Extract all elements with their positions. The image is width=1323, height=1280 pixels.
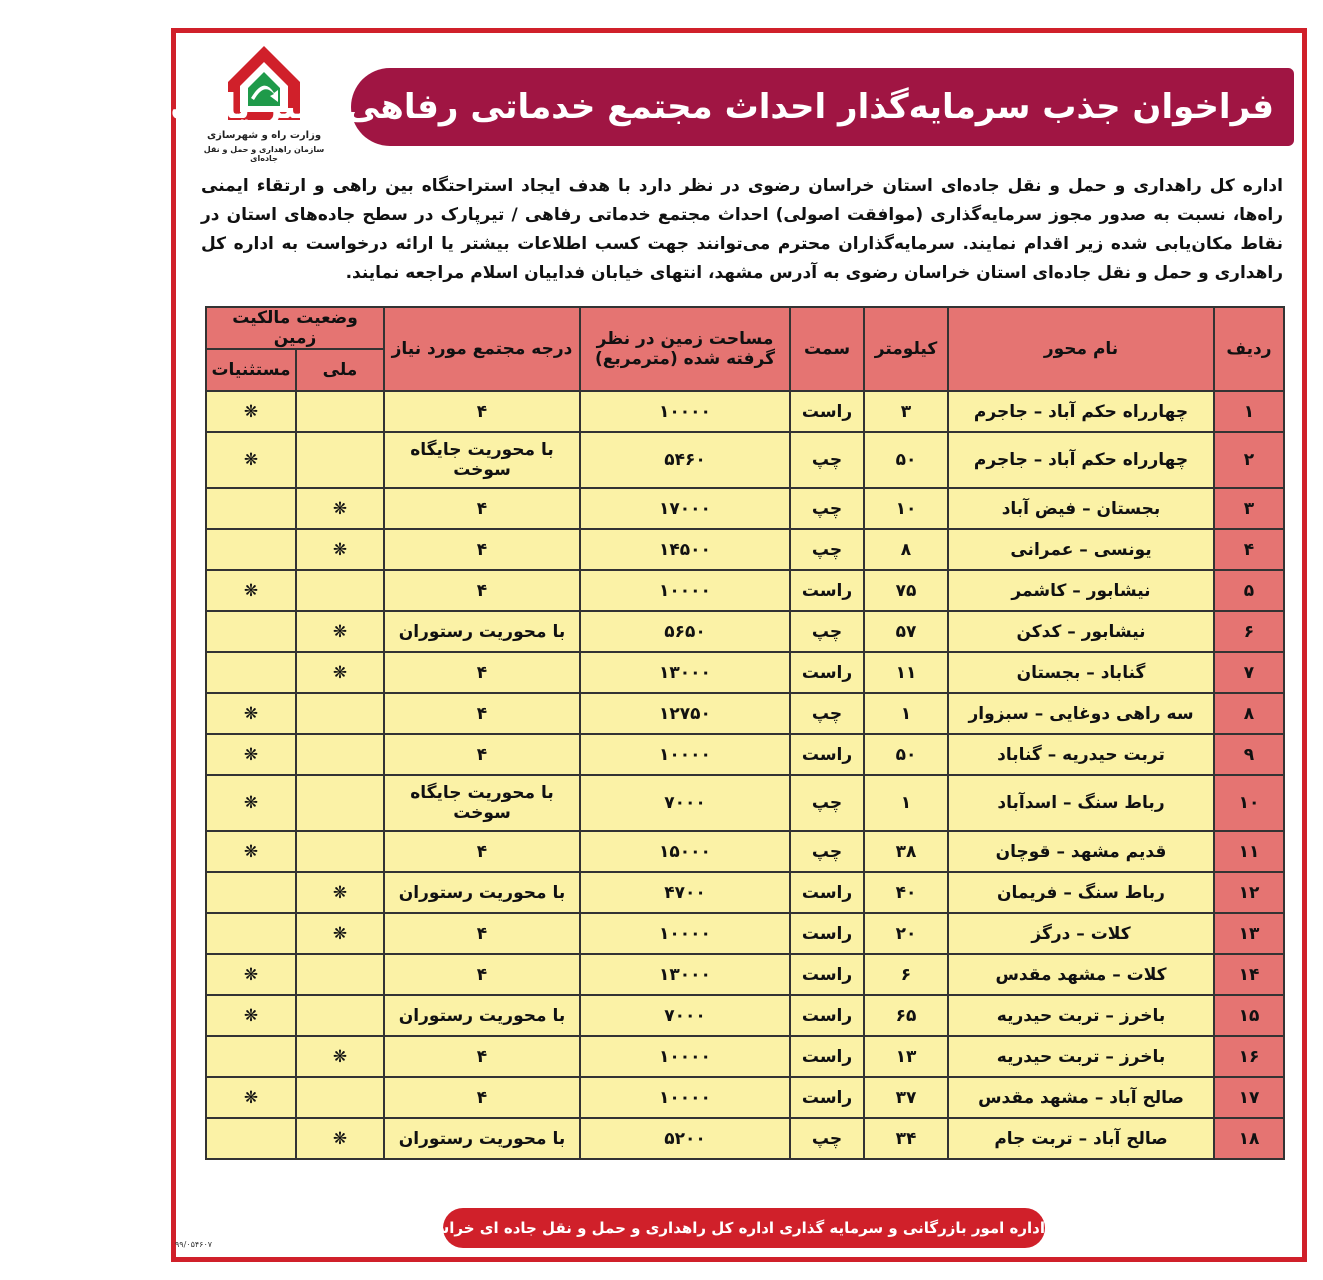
cell-land-area: ۵۴۶۰ [580, 432, 790, 488]
cell-national-mark: ❋ [296, 488, 384, 529]
cell-exempt-mark [206, 488, 296, 529]
cell-row-number: ۱۲ [1214, 872, 1284, 913]
cell-exempt-mark [206, 872, 296, 913]
cell-land-area: ۵۶۵۰ [580, 611, 790, 652]
cell-side: راست [790, 995, 864, 1036]
table-row [206, 570, 1284, 611]
cell-land-area: ۵۲۰۰ [580, 1118, 790, 1159]
header-row-number: ردیف [1214, 307, 1284, 391]
header-complex-grade: درجه مجتمع مورد نیاز [384, 307, 580, 391]
table-row [206, 954, 1284, 995]
cell-side: چپ [790, 1118, 864, 1159]
table-row [206, 652, 1284, 693]
cell-land-area: ۱۰۰۰۰ [580, 913, 790, 954]
cell-complex-grade: ۴ [384, 913, 580, 954]
logo-line-organization: سازمان راهداری و حمل و نقل جاده‌ای [203, 145, 325, 163]
cell-road-name: باخرز – تربت حیدریه [948, 1036, 1214, 1077]
cell-complex-grade: با محوریت رستوران [384, 611, 580, 652]
cell-row-number: ۱۳ [1214, 913, 1284, 954]
cell-exempt-mark: ❋ [206, 1077, 296, 1118]
cell-kilometer: ۱۳ [864, 1036, 948, 1077]
cell-complex-grade: با محوریت جایگاه سوخت [384, 432, 580, 488]
table-row [206, 734, 1284, 775]
header-road-name: نام محور [948, 307, 1214, 391]
cell-exempt-mark: ❋ [206, 954, 296, 995]
table-row [206, 529, 1284, 570]
cell-row-number: ۱۴ [1214, 954, 1284, 995]
cell-national-mark [296, 1077, 384, 1118]
table-row [206, 1036, 1284, 1077]
cell-national-mark [296, 995, 384, 1036]
cell-complex-grade: ۴ [384, 1077, 580, 1118]
cell-side: چپ [790, 488, 864, 529]
cell-kilometer: ۳ [864, 391, 948, 432]
cell-side: چپ [790, 831, 864, 872]
table-row [206, 775, 1284, 831]
table-row [206, 693, 1284, 734]
table-row [206, 611, 1284, 652]
cell-national-mark: ❋ [296, 611, 384, 652]
cell-land-area: ۱۳۰۰۰ [580, 652, 790, 693]
cell-land-area: ۷۰۰۰ [580, 995, 790, 1036]
cell-complex-grade: با محوریت رستوران [384, 1118, 580, 1159]
cell-national-mark [296, 391, 384, 432]
cell-kilometer: ۶ [864, 954, 948, 995]
cell-row-number: ۲ [1214, 432, 1284, 488]
locations-table [205, 306, 1285, 1160]
cell-complex-grade: ۴ [384, 693, 580, 734]
cell-land-area: ۱۰۰۰۰ [580, 391, 790, 432]
cell-kilometer: ۵۷ [864, 611, 948, 652]
cell-national-mark [296, 831, 384, 872]
cell-land-area: ۷۰۰۰ [580, 775, 790, 831]
cell-complex-grade: با محوریت جایگاه سوخت [384, 775, 580, 831]
cell-row-number: ۵ [1214, 570, 1284, 611]
cell-side: راست [790, 954, 864, 995]
cell-exempt-mark: ❋ [206, 391, 296, 432]
cell-exempt-mark: ❋ [206, 693, 296, 734]
cell-national-mark: ❋ [296, 913, 384, 954]
cell-land-area: ۱۷۰۰۰ [580, 488, 790, 529]
cell-road-name: رباط سنگ – فریمان [948, 872, 1214, 913]
cell-side: راست [790, 652, 864, 693]
cell-land-area: ۱۴۵۰۰ [580, 529, 790, 570]
cell-side: راست [790, 913, 864, 954]
cell-road-name: رباط سنگ – اسدآباد [948, 775, 1214, 831]
cell-road-name: یونسی – عمرانی [948, 529, 1214, 570]
cell-exempt-mark [206, 1036, 296, 1077]
cell-road-name: چهارراه حکم آباد – جاجرم [948, 432, 1214, 488]
cell-road-name: قدیم مشهد – قوچان [948, 831, 1214, 872]
cell-land-area: ۱۰۰۰۰ [580, 734, 790, 775]
cell-row-number: ۱۸ [1214, 1118, 1284, 1159]
cell-exempt-mark: ❋ [206, 734, 296, 775]
cell-exempt-mark: ❋ [206, 831, 296, 872]
header-land-ownership: وضعیت مالکیت زمین [206, 307, 384, 349]
table-row [206, 391, 1284, 432]
cell-national-mark: ❋ [296, 1036, 384, 1077]
cell-side: چپ [790, 775, 864, 831]
cell-road-name: نیشابور – کدکن [948, 611, 1214, 652]
cell-road-name: تربت حیدریه – گناباد [948, 734, 1214, 775]
cell-row-number: ۳ [1214, 488, 1284, 529]
cell-kilometer: ۷۵ [864, 570, 948, 611]
cell-kilometer: ۱۰ [864, 488, 948, 529]
cell-national-mark [296, 432, 384, 488]
header-kilometer: کیلومتر [864, 307, 948, 391]
cell-kilometer: ۵۰ [864, 734, 948, 775]
cell-kilometer: ۳۴ [864, 1118, 948, 1159]
cell-national-mark [296, 954, 384, 995]
cell-side: چپ [790, 611, 864, 652]
cell-kilometer: ۸ [864, 529, 948, 570]
cell-road-name: نیشابور – کاشمر [948, 570, 1214, 611]
cell-kilometer: ۴۰ [864, 872, 948, 913]
ad-code: ۹۹/۰۵۴۶۰۷ [175, 1240, 213, 1249]
cell-complex-grade: با محوریت رستوران [384, 995, 580, 1036]
cell-side: راست [790, 1077, 864, 1118]
table-row [206, 488, 1284, 529]
cell-kilometer: ۲۰ [864, 913, 948, 954]
cell-kilometer: ۱ [864, 693, 948, 734]
header-national: ملی [296, 349, 384, 391]
cell-complex-grade: ۴ [384, 954, 580, 995]
cell-side: چپ [790, 693, 864, 734]
table-row [206, 432, 1284, 488]
cell-road-name: بجستان – فیض آباد [948, 488, 1214, 529]
cell-road-name: صالح آباد – تربت جام [948, 1118, 1214, 1159]
cell-kilometer: ۳۸ [864, 831, 948, 872]
cell-national-mark [296, 734, 384, 775]
table-row [206, 1118, 1284, 1159]
cell-exempt-mark [206, 652, 296, 693]
cell-national-mark: ❋ [296, 652, 384, 693]
cell-row-number: ۱۵ [1214, 995, 1284, 1036]
cell-exempt-mark: ❋ [206, 432, 296, 488]
cell-side: راست [790, 570, 864, 611]
page-title: فراخوان جذب سرمایه‌گذار احداث مجتمع خدماتی رفاهی / تیر پارک بین راهی [351, 68, 1294, 146]
cell-complex-grade: ۴ [384, 1036, 580, 1077]
cell-row-number: ۱۱ [1214, 831, 1284, 872]
cell-complex-grade: با محوریت رستوران [384, 872, 580, 913]
cell-national-mark [296, 570, 384, 611]
cell-row-number: ۹ [1214, 734, 1284, 775]
table-row [206, 995, 1284, 1036]
cell-row-number: ۸ [1214, 693, 1284, 734]
cell-national-mark: ❋ [296, 1118, 384, 1159]
cell-row-number: ۱ [1214, 391, 1284, 432]
cell-kilometer: ۱۱ [864, 652, 948, 693]
cell-row-number: ۴ [1214, 529, 1284, 570]
cell-land-area: ۱۰۰۰۰ [580, 570, 790, 611]
cell-road-name: سه راهی دوغایی – سبزوار [948, 693, 1214, 734]
cell-land-area: ۱۰۰۰۰ [580, 1077, 790, 1118]
cell-exempt-mark: ❋ [206, 995, 296, 1036]
cell-kilometer: ۵۰ [864, 432, 948, 488]
cell-exempt-mark [206, 913, 296, 954]
cell-road-name: باخرز – تربت حیدریه [948, 995, 1214, 1036]
intro-paragraph: اداره کل راهداری و حمل و نقل جاده‌ای استان خراسان رضوی در نظر دارد با هدف ایجاد استراحتگاه بین راهی و ارتقاء ایمنی راه‌ها، نسبت به صدور مجوز سرمایه‌گذاری (موافقت اصولی) احداث مجتمع خدماتی رفاهی / تیرپارک در سطح جاده‌های استان در نقاط مکان‌یابی شده زیر اقدام نمایند. سرمایه‌گذاران محترم می‌توانند جهت کسب اطلاعات بیشتر یا ارائه درخواست به اداره کل راهداری و حمل و نقل جاده‌ای استان خراسان رضوی به آدرس مشهد، انتهای خیابان فداییان اسلام مراجعه نمایند. [201, 176, 1283, 283]
table-row [206, 1077, 1284, 1118]
cell-national-mark: ❋ [296, 872, 384, 913]
cell-side: راست [790, 391, 864, 432]
cell-side: راست [790, 872, 864, 913]
cell-kilometer: ۱ [864, 775, 948, 831]
cell-row-number: ۶ [1214, 611, 1284, 652]
cell-land-area: ۱۲۷۵۰ [580, 693, 790, 734]
cell-row-number: ۱۷ [1214, 1077, 1284, 1118]
cell-exempt-mark [206, 529, 296, 570]
cell-land-area: ۴۷۰۰ [580, 872, 790, 913]
header-side: سمت [790, 307, 864, 391]
cell-national-mark: ❋ [296, 529, 384, 570]
cell-road-name: کلات – درگز [948, 913, 1214, 954]
cell-side: راست [790, 734, 864, 775]
cell-complex-grade: ۴ [384, 570, 580, 611]
cell-side: راست [790, 1036, 864, 1077]
cell-exempt-mark [206, 1118, 296, 1159]
cell-kilometer: ۳۷ [864, 1077, 948, 1118]
cell-national-mark [296, 775, 384, 831]
cell-complex-grade: ۴ [384, 529, 580, 570]
cell-national-mark [296, 693, 384, 734]
cell-kilometer: ۶۵ [864, 995, 948, 1036]
cell-road-name: چهارراه حکم آباد – جاجرم [948, 391, 1214, 432]
cell-row-number: ۱۰ [1214, 775, 1284, 831]
cell-road-name: صالح آباد – مشهد مقدس [948, 1077, 1214, 1118]
cell-exempt-mark [206, 611, 296, 652]
cell-complex-grade: ۴ [384, 734, 580, 775]
header-exempt: مستثنیات [206, 349, 296, 391]
cell-side: چپ [790, 432, 864, 488]
cell-road-name: گناباد – بجستان [948, 652, 1214, 693]
cell-complex-grade: ۴ [384, 488, 580, 529]
cell-complex-grade: ۴ [384, 831, 580, 872]
cell-complex-grade: ۴ [384, 652, 580, 693]
cell-exempt-mark: ❋ [206, 775, 296, 831]
cell-land-area: ۱۰۰۰۰ [580, 1036, 790, 1077]
cell-land-area: ۱۳۰۰۰ [580, 954, 790, 995]
cell-row-number: ۱۶ [1214, 1036, 1284, 1077]
table-row [206, 913, 1284, 954]
cell-road-name: کلات – مشهد مقدس [948, 954, 1214, 995]
cell-exempt-mark: ❋ [206, 570, 296, 611]
footer-banner: اداره امور بازرگانی و سرمایه گذاری اداره کل راهداری و حمل و نقل جاده ای خراسان رضوی [443, 1208, 1045, 1248]
cell-complex-grade: ۴ [384, 391, 580, 432]
table-row [206, 872, 1284, 913]
header-land-area: مساحت زمین در نظر گرفته شده (مترمربع) [580, 307, 790, 391]
cell-row-number: ۷ [1214, 652, 1284, 693]
cell-side: چپ [790, 529, 864, 570]
table-row [206, 831, 1284, 872]
cell-land-area: ۱۵۰۰۰ [580, 831, 790, 872]
